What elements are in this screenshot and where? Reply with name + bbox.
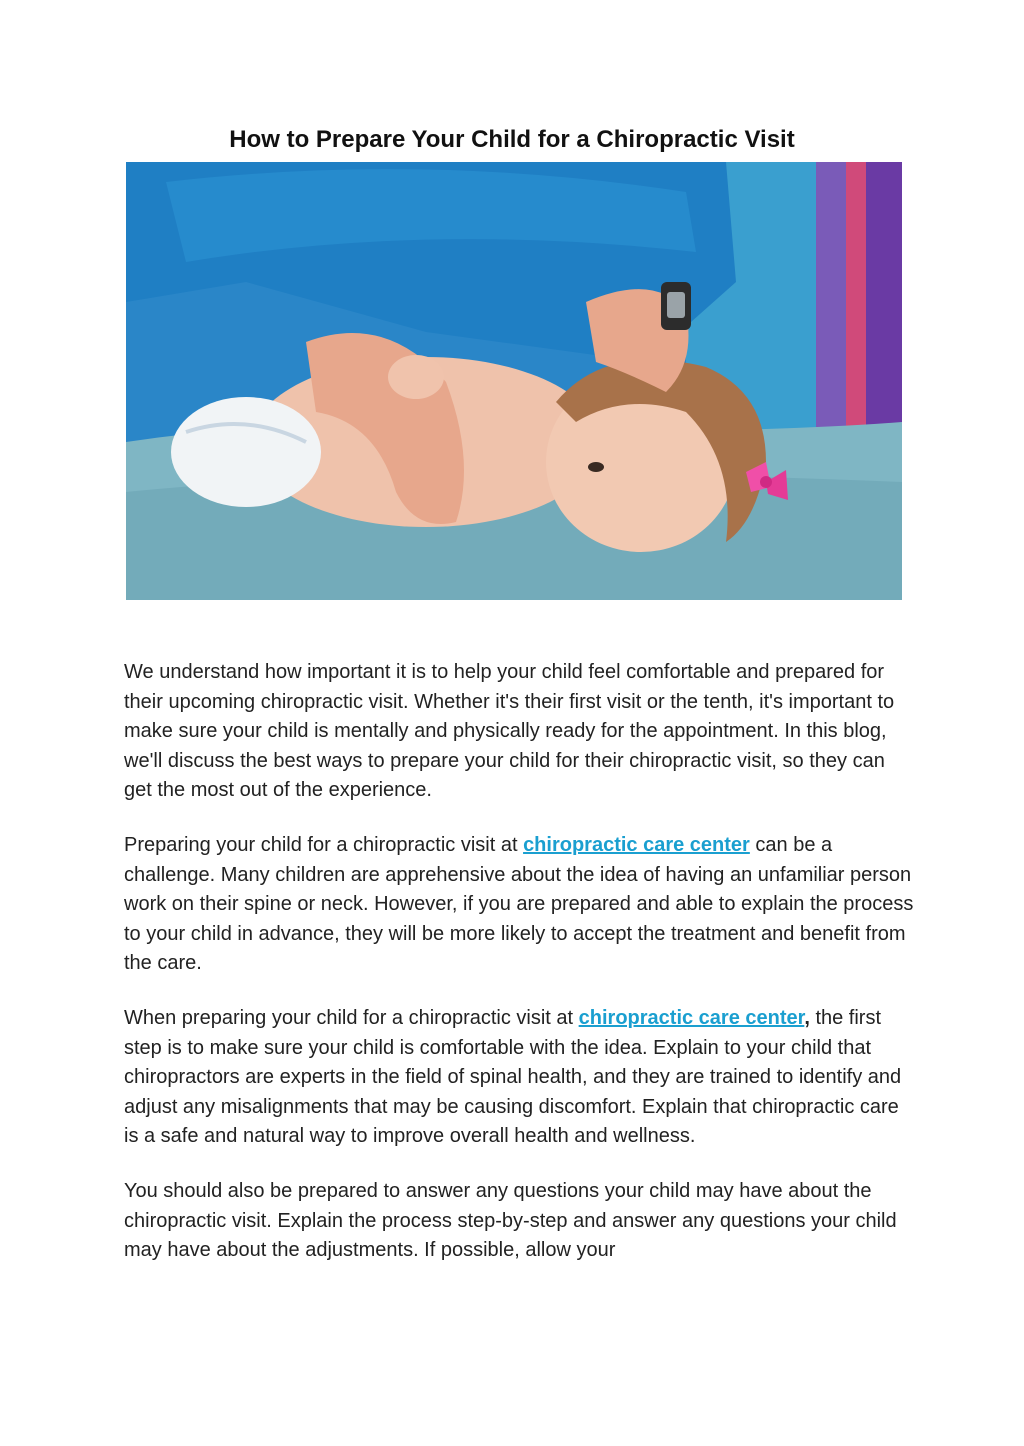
- paragraph-challenge-text-start: Preparing your child for a chiropractic visit at: [124, 833, 524, 856]
- paragraph-challenge-text-end: can be a challenge. Many children are apprehensive about the idea of having an unfamiliar person work on their spine or neck. However, if you are prepared and able to explain the process to your child in advance, they will be more likely to accept the treatment and benefit from the care.: [124, 833, 914, 975]
- chiropractic-care-center-link-2[interactable]: chiropractic care center: [578, 1006, 805, 1029]
- paragraph-intro: We understand how important it is to help your child feel comfortable and prepared for their upcoming chiropractic visit. Whether it's their first visit or the tenth, it's important to make sure your child is mentally and physically ready for the appointment. In this blog, we'll discuss the best ways to prepare your child for their chiropractic visit, so they can get the most out of the experience.: [124, 661, 895, 802]
- paragraph-first-step-text-start: When preparing your child for a chiropractic visit at: [124, 1006, 579, 1029]
- paragraph-first-step: [124, 1004, 914, 1152]
- article-body: [124, 658, 914, 1291]
- paragraph-questions: You should also be prepared to answer any questions your child may have about the chiropractic visit. Explain the process step-by-step and answer any questions your child may have about the adjustments. If possible, allow your: [124, 1179, 897, 1262]
- paragraph-challenge: [124, 831, 914, 979]
- hero-illustration: [126, 162, 902, 600]
- page-title: How to Prepare Your Child for a Chiropractic Visit: [229, 126, 795, 153]
- hero-image: [126, 162, 902, 600]
- paragraph-first-step-text-end: the first step is to make sure your child is comfortable with the idea. Explain to your child that chiropractors are experts in the field of spinal health, and they are trained to identify and adjust any misalignments that may be causing discomfort. Explain that chiropractic care is a safe and natural way to improve overall health and wellness.: [124, 1006, 902, 1148]
- chiropractic-care-center-link[interactable]: chiropractic care center: [523, 833, 750, 856]
- paragraph-first-step-comma: ,: [804, 1006, 810, 1029]
